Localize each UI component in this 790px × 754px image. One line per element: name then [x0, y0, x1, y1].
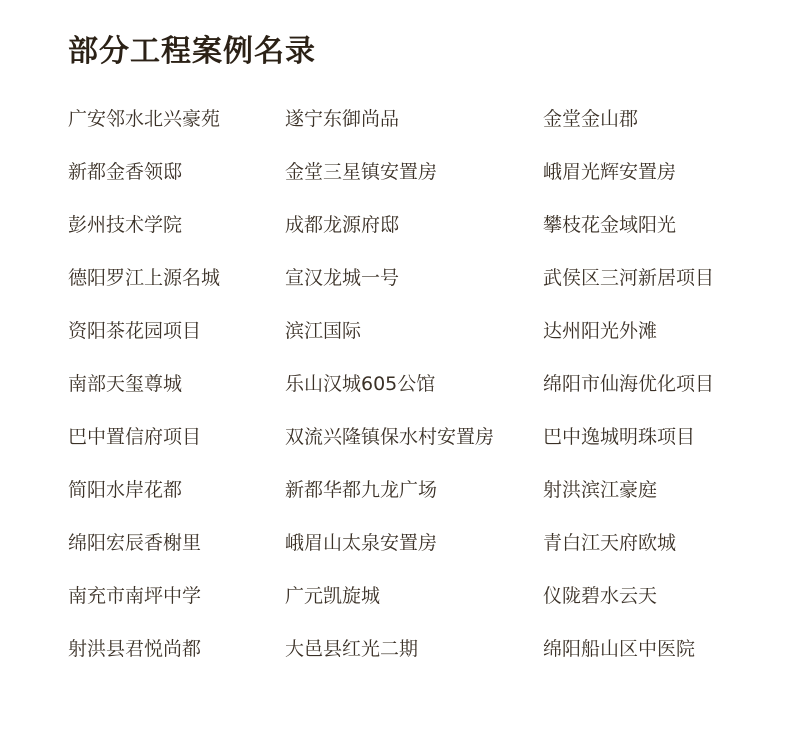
- case-row: [68, 152, 768, 205]
- case-item: 广元凯旋城: [285, 585, 381, 607]
- case-list: [68, 99, 768, 682]
- case-item: 新都金香领邸: [68, 161, 183, 183]
- case-item: 巴中置信府项目: [68, 426, 202, 448]
- case-item: 遂宁东御尚品: [285, 108, 400, 130]
- case-item: 彭州技术学院: [68, 214, 183, 236]
- case-item: 资阳茶花园项目: [68, 320, 202, 342]
- case-item: 滨江国际: [285, 320, 362, 342]
- case-item: 简阳水岸花都: [68, 479, 183, 501]
- case-item: 峨眉山太泉安置房: [285, 532, 438, 554]
- case-row: [68, 258, 768, 311]
- case-item: 武侯区三河新居项目: [543, 267, 715, 289]
- case-item: 绵阳宏辰香榭里: [68, 532, 202, 554]
- case-item: 金堂三星镇安置房: [285, 161, 438, 183]
- case-row: [68, 576, 768, 629]
- case-item: 大邑县红光二期: [285, 638, 419, 660]
- case-item: 绵阳市仙海优化项目: [543, 373, 715, 395]
- case-row: [68, 629, 768, 682]
- case-item: 南部天玺尊城: [68, 373, 183, 395]
- case-item: 德阳罗江上源名城: [68, 267, 221, 289]
- case-item: 广安邻水北兴豪苑: [68, 108, 221, 130]
- case-item: 双流兴隆镇保水村安置房: [285, 426, 495, 448]
- case-item: 成都龙源府邸: [285, 214, 400, 236]
- case-item: 金堂金山郡: [543, 108, 639, 130]
- case-item: 攀枝花金域阳光: [543, 214, 677, 236]
- case-item: 新都华都九龙广场: [285, 479, 438, 501]
- case-row: [68, 205, 768, 258]
- case-row: [68, 364, 768, 417]
- case-item: 青白江天府欧城: [543, 532, 677, 554]
- case-row: [68, 523, 768, 576]
- case-item: 巴中逸城明珠项目: [543, 426, 696, 448]
- case-row: [68, 99, 768, 152]
- case-item: 仪陇碧水云天: [543, 585, 658, 607]
- case-item: 峨眉光辉安置房: [543, 161, 677, 183]
- case-row: [68, 311, 768, 364]
- case-item: 宣汉龙城一号: [285, 267, 400, 289]
- case-item: 射洪县君悦尚都: [68, 638, 202, 660]
- case-item: 乐山汉城605公馆: [285, 373, 436, 395]
- case-item: 射洪滨江豪庭: [543, 479, 658, 501]
- case-item: 南充市南坪中学: [68, 585, 202, 607]
- case-item: 达州阳光外滩: [543, 320, 658, 342]
- case-row: [68, 470, 768, 523]
- page-title: 部分工程案例名录: [68, 34, 316, 69]
- case-row: [68, 417, 768, 470]
- case-item: 绵阳船山区中医院: [543, 638, 696, 660]
